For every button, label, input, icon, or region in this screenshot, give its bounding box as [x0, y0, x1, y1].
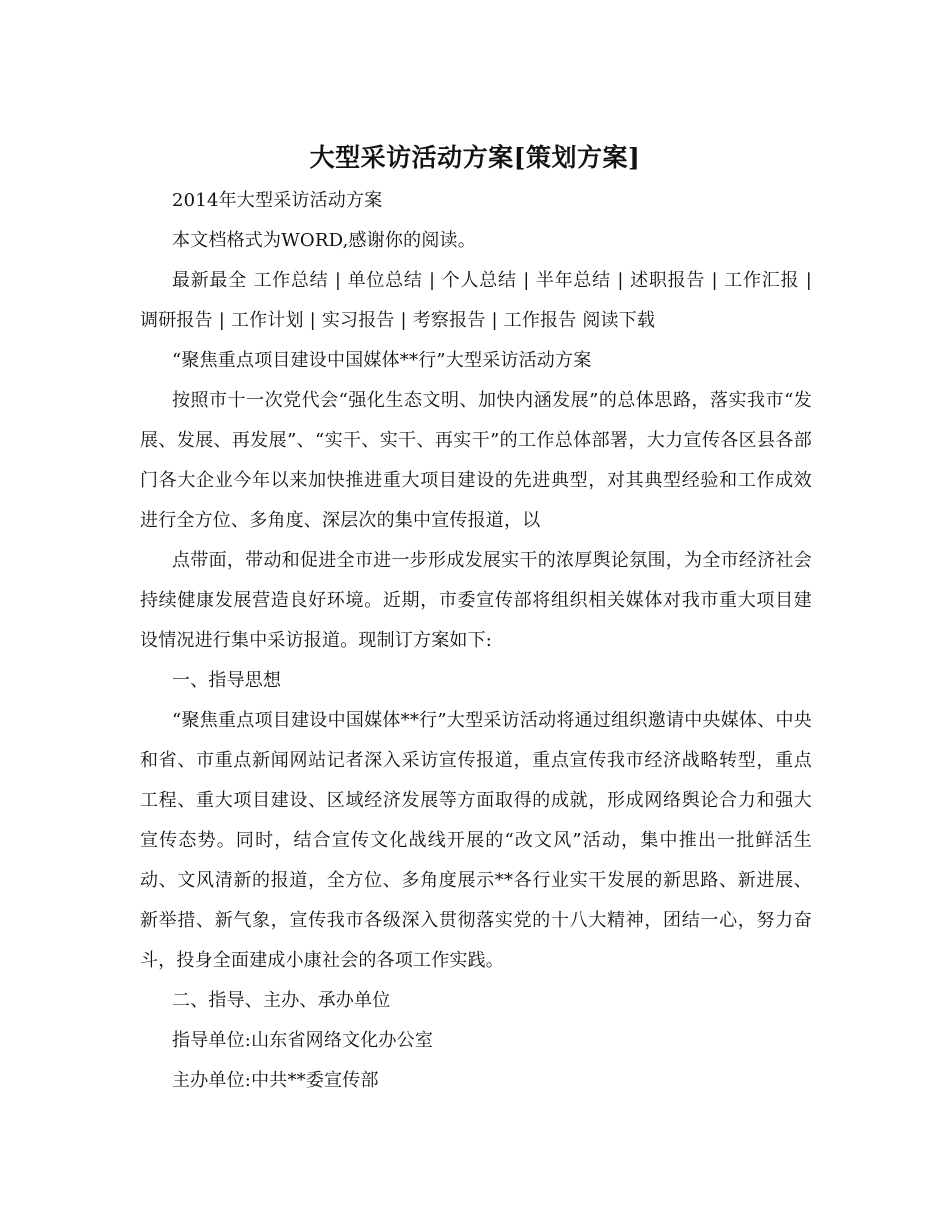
document-body [140, 181, 812, 1101]
paragraph-category-links: 最新最全 工作总结 | 单位总结 | 个人总结 | 半年总结 | 述职报告 | 工作汇报 | 调研报告 | 工作计划 | 实习报告 | 考察报告 | 工作报告 阅读下载 [140, 270, 812, 331]
section-heading-guiding-ideology: 一、指导思想 [172, 670, 282, 691]
paragraph-guiding-unit: 指导单位:山东省网络文化办公室 [172, 1030, 434, 1051]
paragraph-guiding-ideology: “聚焦重点项目建设中国媒体**行”大型采访活动将通过组织邀请中央媒体、中央和省、市重点新闻网站记者深入采访宣传报道，重点宣传我市经济战略转型，重点工程、重大项目建设、区域经济发展等方面取得的成就，形成网络舆论合力和强大宣传态势。同时，结合宣传文化战线开展的“改文风”活动，集中推出一批鲜活生动、文风清新的报道，全方位、多角度展示**各行业实干发展的新思路、新进展、新举措、新气象，宣传我市各级深入贯彻落实党的十八大精神，团结一心，努力奋斗，投身全面建成小康社会的各项工作实践。 [140, 710, 812, 971]
paragraph-subtitle: 2014年大型采访活动方案 [172, 190, 383, 211]
document-title: 大型采访活动方案[策划方案] [309, 143, 641, 172]
paragraph-background-continued: 点带面，带动和促进全市进一步形成发展实干的浓厚舆论氛围，为全市经济社会持续健康发展营造良好环境。近期，市委宣传部将组织相关媒体对我市重大项目建设情况进行集中采访报道。现制订方案如下: [140, 550, 812, 651]
paragraph-format-note: 本文档格式为WORD,感谢你的阅读。 [172, 230, 476, 251]
paragraph-host-unit: 主办单位:中共**委宣传部 [172, 1070, 379, 1091]
section-heading-organizers: 二、指导、主办、承办单位 [172, 990, 391, 1011]
paragraph-plan-name: “聚焦重点项目建设中国媒体**行”大型采访活动方案 [172, 350, 592, 371]
paragraph-background: 按照市十一次党代会“强化生态文明、加快内涵发展”的总体思路，落实我市“发展、发展、再发展”、“实干、实干、再实干”的工作总体部署，大力宣传各区县各部门各大企业今年以来加快推进重大项目建设的先进典型，对其典型经验和工作成效进行全方位、多角度、深层次的集中宣传报道，以 [140, 390, 812, 531]
